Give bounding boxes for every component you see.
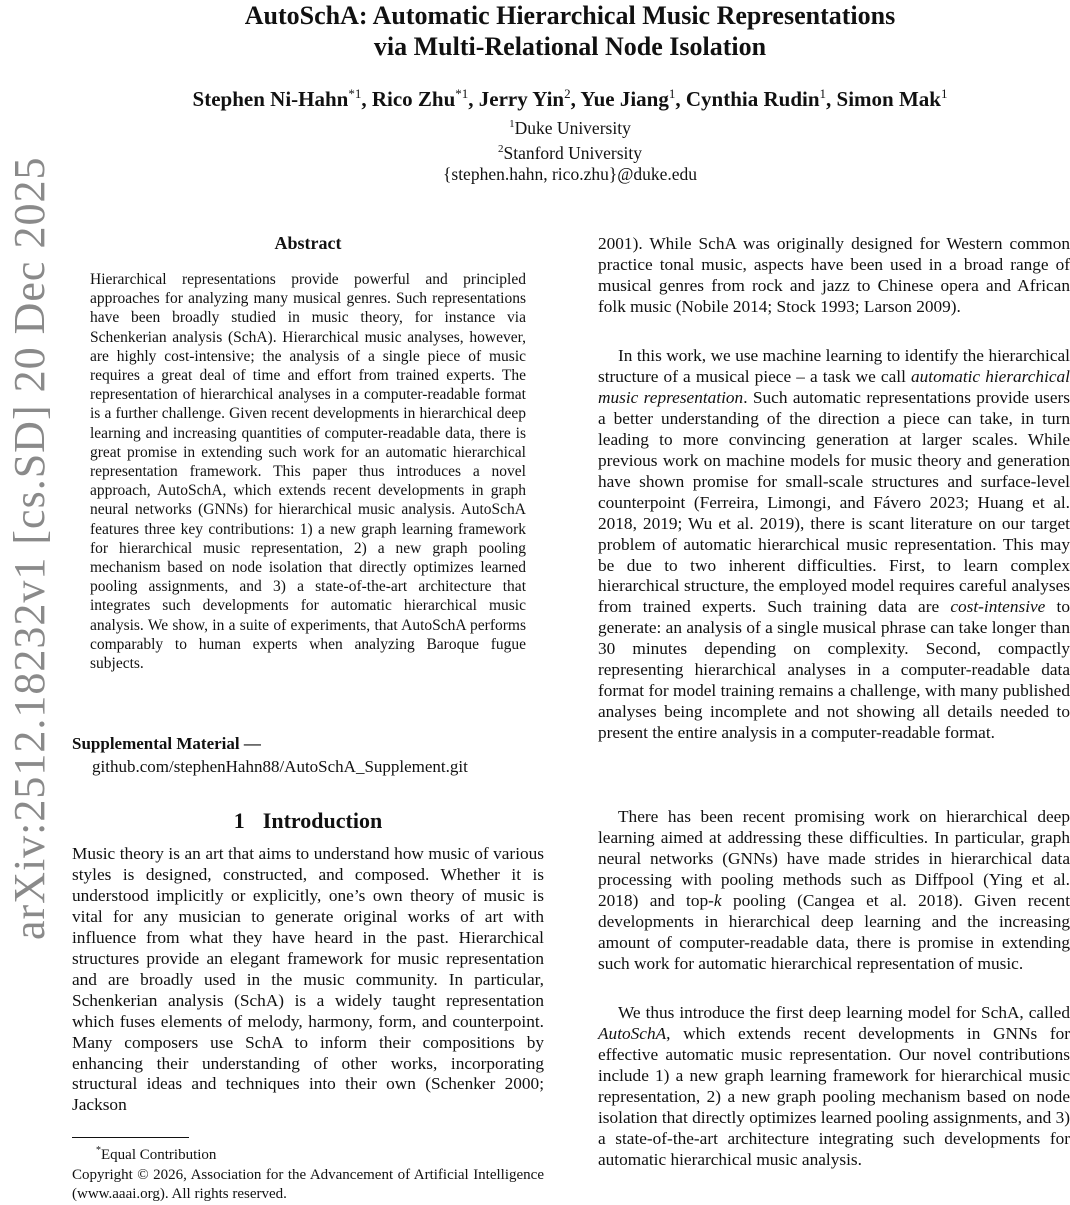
- footnote-text: Equal Contribution: [101, 1147, 217, 1163]
- affil-name: Duke University: [514, 117, 631, 138]
- right-paragraph-3: [598, 807, 1070, 975]
- abstract-body: Hierarchical representations provide powerful and principled approaches for analyzing many musical genres. Such representations have been broadly studied in music theory, for instance via Schenkerian analysis (SchA). Hierarchical music analyses, however, are highly cost-intensive; the analysis of a single piece of music requires a great deal of time and effort from trained experts. The representation of hierarchical analyses in a computer-readable format is a further challenge. Given recent developments in hierarchical deep learning and increasing quantities of computer-readable data, there is great promise in extending such work for an automatic hierarchical representation framework. This paper thus introduces a novel approach, AutoSchA, which extends recent developments in graph neural networks (GNNs) for hierarchical music analysis. AutoSchA features three key contributions: 1) a new graph learning framework for hierarchical music representation, 2) a new graph pooling mechanism based on node isolation that directly optimizes learned pooling assignments, and 3) a state-of-the-art architecture that integrates such developments for automatic hierarchical music analysis. We show, in a suite of experiments, that AutoSchA performs comparably to human experts when analyzing Baroque fugue subjects.: [90, 271, 526, 673]
- section-title: Introduction: [262, 808, 383, 833]
- author-name: Rico Zhu: [371, 87, 456, 111]
- right-paragraph-4: [598, 1003, 1070, 1171]
- footnote-mark: *: [96, 1145, 101, 1156]
- right-paragraph-1: 2001). While SchA was originally designed for Western common practice tonal music, aspects have been used in a broad range of musical genres from rock and jazz to Chinese opera and African folk music (Nobile 2014; Stock 1993; Larson 2009).: [598, 234, 1070, 316]
- abstract-heading: Abstract: [274, 233, 342, 253]
- math-variable: k: [713, 890, 722, 910]
- footnote-rule: [72, 1137, 189, 1138]
- arxiv-stamp: arXiv:2512.18232v1 [cs.SD] 20 Dec 2025: [5, 156, 54, 940]
- text-run: In this work, we use machine learning to identify the hierarchical structure of a musical piece – a task we call: [598, 346, 1070, 386]
- supplemental-label: Supplemental Material —: [72, 734, 261, 753]
- text-run: to generate: an analysis of a single musical phrase can take longer than 30 minutes depending on complexity. Second, compactly representing hierarchical analyses in a computer-readable data format for model training remains a challenge, with many published analyses being incomplete and not showing all details needed to present the entire analysis in a computer-readable format.: [598, 597, 1070, 743]
- author-affil-mark: 1: [819, 86, 827, 101]
- supplemental-link[interactable]: github.com/stephenHahn88/AutoSchA_Supplement.git: [92, 757, 468, 776]
- text-run: , which extends recent developments in GNNs for effective automatic music representation. Our novel contributions include 1) a new graph learning framework for hierarchical music representation, 2) a new graph pooling mechanism based on node isolation that directly optimizes learned pooling assignments, and 3) a state-of-the-art architecture integrating such developments for automatic hierarchical music analysis.: [598, 1023, 1070, 1169]
- author-affil-mark: *1: [348, 86, 362, 101]
- affiliation-1: [70, 114, 1070, 139]
- author-emails: {stephen.hahn, rico.zhu}@duke.edu: [442, 163, 698, 184]
- author-affil-mark: 2: [564, 86, 571, 101]
- title-line-1: AutoSchA: Automatic Hierarchical Music Representations: [244, 1, 896, 30]
- section-number: 1: [233, 808, 245, 833]
- emphasis-term: AutoSchA: [598, 1023, 667, 1043]
- text-run: We thus introduce the first deep learning model for SchA, called: [618, 1003, 1070, 1022]
- supplemental-material: [72, 732, 544, 778]
- paper-title: [70, 0, 1070, 62]
- right-paragraph-2: [598, 346, 1070, 744]
- author-name: Stephen Ni-Hahn: [192, 87, 349, 111]
- author-name: Simon Mak: [836, 87, 941, 111]
- author-affil-mark: 1: [940, 86, 948, 101]
- text-run: There has been recent promising work on hierarchical deep learning aimed at addressing these difficulties. In particular, graph neural networks (GNNs) have made strides in hierarchical data processing with pooling methods such as Diffpool (Ying et al. 2018) and top-: [598, 807, 1070, 910]
- affil-name: Stanford University: [503, 142, 643, 163]
- emphasis-term: automatic hierarchical music representation: [598, 366, 1070, 407]
- text-run: . Such automatic representations provide users a better understanding of the direction a piece can take, in turn leading to more convincing generation at larger scales. While previous work on machine models for music theory and generation have shown promise for small-scale structures and surface-level counterpoint (Ferreira, Limongi, and Fávero 2023; Huang et al. 2018, 2019; Wu et al. 2019), there is scant literature on our target problem of automatic hierarchical music representation. This may be due to two inherent difficulties. First, to learn complex hierarchical structure, the employed model requires careful analyses from trained experts. Such training data are: [598, 387, 1070, 617]
- author-name: Yue Jiang: [580, 87, 669, 111]
- footnote-equal-contribution: [72, 1141, 544, 1166]
- affiliation-2: [70, 139, 1070, 164]
- section-heading-introduction: [72, 808, 544, 834]
- affil-mark: 2: [497, 142, 504, 155]
- title-line-2: via Multi-Relational Node Isolation: [373, 32, 767, 61]
- affil-mark: 1: [509, 118, 515, 130]
- author-name: Cynthia Rudin: [685, 87, 820, 111]
- author-name: Jerry Yin: [478, 87, 565, 111]
- text-run: pooling (Cangea et al. 2018). Given recent developments in hierarchical deep learning and the increasing amount of computer-readable data, there is promise in extending such work for automatic hierarchical representation of music.: [598, 890, 1070, 973]
- emphasis-term: cost-intensive: [950, 597, 1046, 617]
- intro-paragraph-1: Music theory is an art that aims to understand how music of various styles is designed, constructed, and composed. Whether it is understood implicitly or explicitly, one’s own theory of music is vital for any musician to generate original works of art with influence from what they have heard in the past. Hierarchical structures provide an elegant framework for music representation and are broadly used in the music community. In particular, Schenkerian analysis (SchA) is a widely taught representation which fuses elements of melody, harmony, form, and counterpoint. Many composers use SchA to inform their compositions by enhancing their understanding of other works, incorporating structural ideas and techniques into their own (Schenker 2000; Jackson: [72, 844, 544, 1115]
- author-list: Stephen Ni-Hahn$^{*1}$, Rico Zhu$^{*1}$, Jerry Yin$^2$, Yue Jiang$^1$, Cynthia Rudin$^1$, Simon Mak$^1$: [192, 86, 948, 111]
- footnote: [72, 1141, 544, 1205]
- copyright-notice: Copyright © 2026, Association for the Advancement of Artificial Intelligence (www.aaai.org). All rights reserved.: [72, 1166, 544, 1202]
- author-affil-mark: *1: [455, 86, 469, 101]
- author-affil-mark: 1: [668, 86, 676, 101]
- affiliations: [70, 114, 1070, 185]
